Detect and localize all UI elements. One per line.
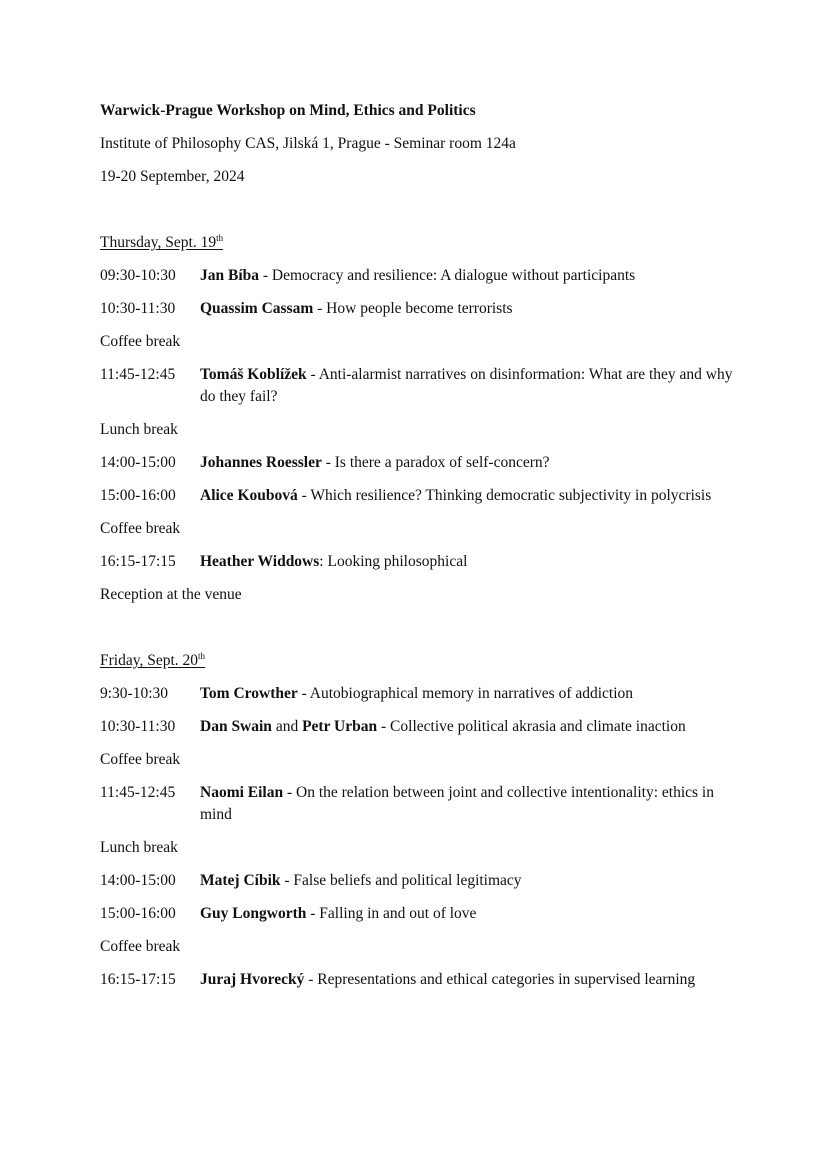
talk-title: - How people become terrorists (313, 300, 513, 317)
document-page (100, 100, 740, 1002)
schedule-row (100, 716, 740, 738)
session-talk (200, 716, 740, 738)
speaker-name: Guy Longworth (200, 905, 307, 922)
session-talk (200, 265, 740, 287)
speaker-name: Johannes Roessler (200, 454, 322, 471)
session-time: 14:00-15:00 (100, 454, 176, 471)
break-line: Lunch break (100, 421, 178, 438)
speaker-joiner: and (271, 718, 303, 735)
day1-heading (100, 232, 740, 254)
talk-title: - False beliefs and political legitimacy (280, 872, 522, 889)
talk-title: - Representations and ethical categories in supervised learning (304, 971, 696, 988)
session-time: 14:00-15:00 (100, 872, 176, 889)
session-time: 11:45-12:45 (100, 366, 176, 383)
break-line: Coffee break (100, 520, 181, 537)
speaker-name: Heather Widdows (200, 553, 320, 570)
talk-title: - Which resilience? Thinking democratic subjectivity in polycrisis (297, 487, 712, 504)
talk-title: - Collective political akrasia and climate inaction (377, 718, 686, 735)
talk-title: - Autobiographical memory in narratives of addiction (297, 685, 634, 702)
day1-heading-text: Thursday, Sept. 19 (100, 234, 217, 251)
session-talk (200, 782, 740, 826)
session-time: 10:30-11:30 (100, 718, 176, 735)
speaker-name: Juraj Hvorecký (200, 971, 305, 988)
day1-heading-sup: th (216, 232, 224, 243)
schedule-row (100, 782, 740, 826)
session-talk (200, 903, 740, 925)
schedule-row (100, 364, 740, 408)
day1-schedule (100, 265, 740, 606)
talk-title: - Democracy and resilience: A dialogue without participants (259, 267, 636, 284)
session-time: 09:30-10:30 (100, 267, 176, 284)
session-talk (200, 298, 740, 320)
day2-schedule (100, 683, 740, 991)
day2-heading-sup: th (198, 650, 206, 661)
session-talk (200, 551, 740, 573)
session-time: 9:30-10:30 (100, 685, 169, 702)
talk-title: - Anti-alarmist narratives on disinformation: What are they and why do they fail? (200, 366, 733, 405)
speaker-name: Naomi Eilan (200, 784, 284, 801)
schedule-row (100, 969, 740, 991)
break-line: Coffee break (100, 333, 181, 350)
venue-line: Institute of Philosophy CAS, Jilská 1, Prague - Seminar room 124a (100, 135, 516, 152)
session-talk (200, 452, 740, 474)
schedule-row (100, 485, 740, 507)
session-talk (200, 364, 740, 408)
day2-heading-text: Friday, Sept. 20 (100, 652, 199, 669)
day2-heading (100, 650, 740, 672)
session-time: 11:45-12:45 (100, 784, 176, 801)
speaker-name: Petr Urban (302, 718, 378, 735)
session-talk (200, 485, 740, 507)
schedule-row (100, 551, 740, 573)
schedule-row (100, 870, 740, 892)
speaker-name: Dan Swain (200, 718, 272, 735)
session-talk (200, 870, 740, 892)
break-line: Coffee break (100, 938, 181, 955)
dates-line: 19-20 September, 2024 (100, 168, 245, 185)
talk-title: : Looking philosophical (319, 553, 468, 570)
speaker-name: Tomáš Koblížek (200, 366, 307, 383)
talk-title: - Falling in and out of love (306, 905, 477, 922)
talk-title: - Is there a paradox of self-concern? (321, 454, 550, 471)
session-talk (200, 683, 740, 705)
speaker-name: Quassim Cassam (200, 300, 314, 317)
break-line: Lunch break (100, 839, 178, 856)
schedule-row (100, 298, 740, 320)
schedule-row (100, 903, 740, 925)
speaker-name: Jan Bíba (200, 267, 260, 284)
speaker-name: Alice Koubová (200, 487, 298, 504)
session-talk (200, 969, 740, 991)
session-time: 15:00-16:00 (100, 905, 176, 922)
talk-title: - On the relation between joint and collective intentionality: ethics in mind (200, 784, 714, 823)
workshop-title: Warwick-Prague Workshop on Mind, Ethics and Politics (100, 102, 476, 119)
break-line: Reception at the venue (100, 586, 242, 603)
schedule-row (100, 265, 740, 287)
session-time: 10:30-11:30 (100, 300, 176, 317)
schedule-row (100, 452, 740, 474)
break-line: Coffee break (100, 751, 181, 768)
speaker-name: Matej Cíbik (200, 872, 281, 889)
session-time: 15:00-16:00 (100, 487, 176, 504)
speaker-name: Tom Crowther (200, 685, 298, 702)
schedule-row (100, 683, 740, 705)
session-time: 16:15-17:15 (100, 971, 176, 988)
session-time: 16:15-17:15 (100, 553, 176, 570)
